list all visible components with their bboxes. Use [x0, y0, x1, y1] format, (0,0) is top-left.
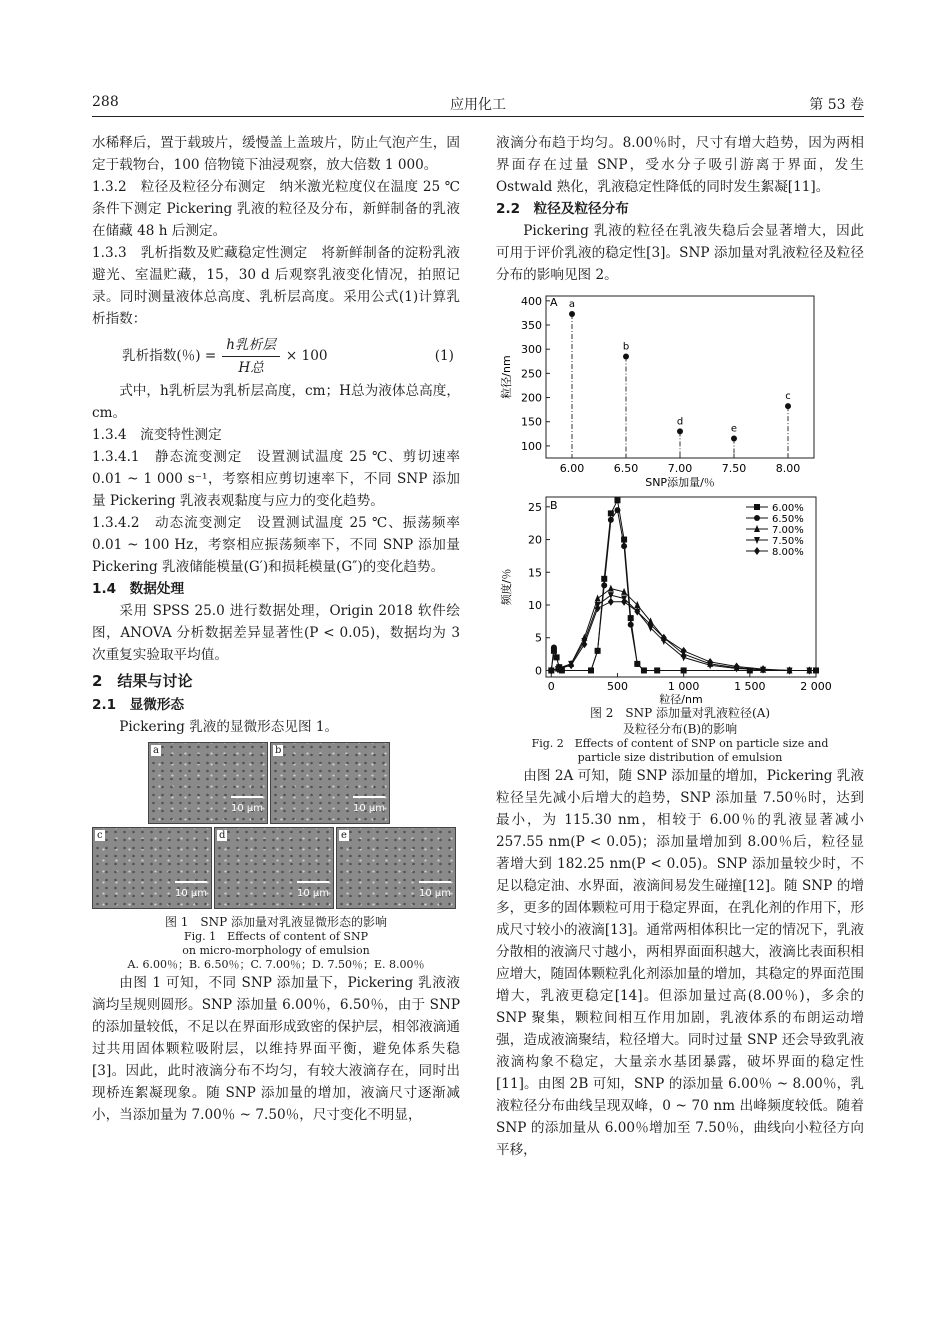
- section-1-3-3: [92, 242, 460, 330]
- x-tick-label: 2 000: [800, 680, 832, 693]
- data-point: [554, 654, 560, 660]
- legend-label: 7.50%: [772, 536, 804, 547]
- data-point: [641, 667, 647, 673]
- y-axis-label: 频度/％: [500, 568, 513, 606]
- panel-label: a: [153, 745, 159, 756]
- data-point: [595, 594, 601, 601]
- paragraph: 由图 1 可知，不同 SNP 添加量下，Pickering 乳液液滴均呈规则圆形。SNP 添加量 6.00％，6.50％，由于 SNP 的添加量较低，不足以在界面形成致密的保护层，相邻液滴通过共用固体颗粒吸附层，以维持界面平衡，避免体系失稳[3]。因此，此时液滴分布不均匀，有较大液滴存在，同时出现桥连絮凝现象。随 SNP 添加量的增加，液滴尺寸逐渐减小，当添加量为 7.00％ ~ 7.50％，尺寸变化不明显，: [92, 975, 460, 1123]
- x-tick-label: 7.00: [667, 462, 693, 475]
- paragraph: 水稀释后，置于载玻片，缓慢盖上盖玻片，防止气泡产生，固定于载物台，100 倍物镜下油浸观察，放大倍数 1 000。: [92, 135, 460, 173]
- paragraph: 液滴分布趋于均匀。8.00％时，尺寸有增大趋势，因为两相界面存在过量 SNP，受水分子吸引游离于界面，发生 Ostwald 熟化，乳液稳定性降低的同时发生絮凝[11]。: [496, 135, 864, 195]
- scale-bar: 10 μm: [231, 798, 263, 820]
- section-1-3-4-1: [92, 446, 460, 512]
- legend-marker: [754, 504, 760, 510]
- section-1-3-4-title: 1.3.4 流变特性测定: [92, 427, 222, 443]
- volume: 第 53 卷: [809, 97, 864, 113]
- micrograph-a: [148, 742, 268, 824]
- paragraph: 由图 2A 可知，随 SNP 添加量的增加，Pickering 乳液粒径呈先减小后增大的趋势，SNP 添加量 7.50％时，达到最小，为 115.30 nm，相较于 6.00％的乳液显著减小 257.55 nm(P < 0.05)；添加量增加到 8.00％后，粒径显著增大到 182.25 nm(P < 0.05)。SNP 添加量较少时，不足以稳定油、水界面，液滴间易发生碰撞[12]。随 SNP 的增多，更多的固体颗粒可用于稳定界面，在乳化剂的作用下，形成尺寸较小的液滴[13]。通常两相体积比一定的情况下，乳液分散相的液滴尺寸越小，两相界面面积越大，液滴比表面积相应增大，随固体颗粒乳化剂添加量的增加，其稳定的界面范围增大，乳液更稳定[14]。但添加量过高(8.00％)，多余的 SNP 聚集，颗粒间相互作用加剧，乳液体系的布朗运动增强，造成液滴聚结，粒径增大。同时过量 SNP 还会导致乳液液滴构象不稳定，大量亲水基团暴露，破坏界面的稳定性[11]。由图 2B 可知，SNP 的添加量 6.00％ ~ 8.00％，乳液粒径分布曲线呈现双峰，0 ~ 70 nm 出峰频度较低。随着 SNP 的添加量从 6.00％增加至 7.50％，曲线向小粒径方向平移，: [496, 768, 864, 1158]
- data-point: [785, 403, 791, 409]
- journal-name: 应用化工: [450, 97, 506, 113]
- figure-1-legend: A. 6.00％；B. 6.50％；C. 7.00％；D. 7.50％；E. 8.00％: [127, 958, 425, 971]
- data-point: [677, 428, 683, 434]
- section-title: 1.3.2 粒径及粒径分布测定: [92, 179, 266, 195]
- point-label: d: [676, 416, 684, 428]
- y-tick-label: 5: [535, 631, 542, 645]
- y-axis-label: 粒径/nm: [500, 355, 513, 399]
- section-title: 1.3.4.2 动态流变测定: [92, 515, 243, 531]
- point-label: a: [568, 298, 576, 310]
- x-tick-label: 7.50: [721, 462, 747, 475]
- y-tick-label: 400: [521, 294, 542, 308]
- section-2-title: 2 结果与讨论: [92, 672, 193, 690]
- right-column: [496, 132, 864, 1161]
- y-tick-label: 20: [528, 533, 542, 547]
- y-tick-label: 10: [528, 599, 542, 612]
- scale-bar: 10 μm: [419, 883, 451, 905]
- y-tick-label: 100: [521, 439, 542, 453]
- point-label: c: [785, 391, 791, 403]
- scale-bar: 10 μm: [297, 883, 329, 905]
- section-1-4-title: 1.4 数据处理: [92, 581, 185, 597]
- data-point: [621, 537, 627, 543]
- x-tick-label: 1 500: [734, 680, 766, 693]
- section-title: 1.3.4.1 静态流变测定: [92, 449, 243, 465]
- y-tick-label: 15: [528, 566, 542, 580]
- panel-label: B: [550, 499, 558, 512]
- series-line: [551, 595, 809, 670]
- data-point: [813, 667, 819, 673]
- y-tick-label: 250: [521, 367, 542, 381]
- data-point: [551, 645, 557, 651]
- x-axis-label: 粒径/nm: [659, 693, 703, 705]
- formula-note: 式中，h乳析层为乳析层高度，cm；H总为液体总高度，cm。: [92, 383, 460, 421]
- data-point: [588, 667, 594, 673]
- figure-1-caption-cn: 图 1 SNP 添加量对乳液显微形态的影响: [164, 915, 388, 929]
- micrograph-b: [270, 742, 390, 824]
- data-point: [608, 510, 614, 516]
- x-tick-label: 6.00: [559, 462, 585, 475]
- point-label: b: [622, 341, 630, 353]
- section-title: 1.3.3 乳析指数及贮藏稳定性测定: [92, 245, 308, 261]
- panel-label: b: [275, 745, 282, 756]
- equation-number: (1): [434, 348, 454, 364]
- section-text: 纳米激光粒度仪在温度 25 ℃ 条件下测定 Pickering 乳液的粒径及分布，新鲜制备的乳液在储藏 48 h 后测定。: [92, 179, 461, 239]
- x-tick-label: 8.00: [775, 462, 801, 475]
- data-point: [634, 661, 640, 667]
- formula-numerator: h乳析层: [222, 334, 280, 357]
- section-2-2-text: Pickering 乳液的粒径在乳液失稳后会显著增大，因此可用于评价乳液的稳定性[3]。SNP 添加量对乳液粒径及粒径分布的影响见图 2。: [496, 223, 864, 283]
- y-tick-label: 200: [521, 391, 542, 405]
- y-tick-label: 0: [535, 664, 542, 678]
- data-point: [608, 585, 614, 592]
- legend-label: 6.50%: [772, 514, 804, 525]
- data-point: [608, 598, 614, 606]
- data-point: [623, 353, 629, 359]
- data-point: [621, 598, 627, 606]
- data-point: [681, 647, 687, 655]
- formula-1: [122, 336, 460, 376]
- y-tick-label: 25: [528, 500, 542, 514]
- data-point: [681, 667, 687, 673]
- panel-label: e: [341, 830, 347, 841]
- data-point: [614, 497, 620, 503]
- series-line: [551, 602, 809, 671]
- section-text: 设置测试温度 25 ℃、剪切速率 0.01 ~ 1 000 s⁻¹，考察相应剪切速率下，不同 SNP 添加量 Pickering 乳液表观黏度与应力的变化趋势。: [92, 449, 461, 509]
- scale-bar: 10 μm: [353, 798, 385, 820]
- figure-1: [92, 742, 460, 912]
- figure-1-caption-en-1: Fig. 1 Effects of content of SNP: [183, 930, 368, 943]
- panel-label: c: [97, 830, 103, 841]
- y-tick-label: 350: [521, 319, 542, 333]
- panel-label: A: [550, 296, 558, 309]
- section-2-1-text: Pickering 乳液的显微形态见图 1。: [119, 719, 339, 735]
- data-point: [628, 622, 634, 628]
- figure-2-caption-en-1: Fig. 2 Effects of content of SNP on particle size and: [531, 737, 829, 750]
- section-1-3-2: [92, 176, 460, 242]
- figure-2-caption-cn-2: 及粒径分布(B)的影响: [622, 722, 738, 736]
- data-point: [621, 543, 627, 549]
- data-point: [731, 436, 737, 442]
- legend-label: 6.00%: [772, 503, 804, 514]
- x-tick-label: 0: [547, 680, 555, 693]
- data-point: [654, 667, 660, 673]
- formula-rhs: × 100: [285, 348, 328, 364]
- section-1-4-text: 采用 SPSS 25.0 进行数据处理，Origin 2018 软件绘图，ANOVA 分析数据差异显著性(P < 0.05)，数据均为 3 次重复实验取平均值。: [92, 603, 460, 663]
- point-label: e: [730, 423, 738, 435]
- y-tick-label: 150: [521, 415, 542, 429]
- figure-2-caption-cn-1: 图 2 SNP 添加量对乳液粒径(A): [589, 706, 771, 720]
- legend-label: 7.00%: [772, 525, 804, 536]
- chart-b: [496, 493, 864, 705]
- legend-label: 8.00%: [772, 547, 804, 558]
- data-point: [608, 517, 614, 523]
- section-text: 将新鲜制备的淀粉乳液避光、室温贮藏，15，30 d 后观察乳液变化情况，拍照记录。同时测量液体总高度、乳析层高度。采用公式(1)计算乳析指数：: [92, 245, 461, 327]
- legend-marker: [754, 547, 760, 555]
- formula-denominator: H总: [238, 359, 264, 376]
- figure-1-caption-en-2: on micro-morphology of emulsion: [182, 944, 370, 957]
- section-2-1-title: 2.1 显微形态: [92, 697, 185, 713]
- micrograph-c: [92, 827, 212, 909]
- formula-fraction: [222, 334, 280, 379]
- x-axis-label: SNP添加量/％: [645, 476, 715, 489]
- page-number: 288: [92, 94, 119, 110]
- x-tick-label: 6.50: [613, 462, 639, 475]
- data-point: [634, 601, 640, 608]
- legend-marker: [754, 515, 760, 521]
- data-point: [614, 507, 620, 513]
- section-text: 设置测试温度 25 ℃、振荡频率 0.01 ~ 100 Hz，考察相应振荡频率下，不同 SNP 添加量 Pickering 乳液储能模量(G′)和损耗模量(G″)的变化趋势。: [92, 515, 461, 575]
- data-point: [569, 311, 575, 317]
- left-column: [92, 132, 460, 1126]
- micrograph-e: [336, 827, 456, 909]
- data-point: [595, 648, 601, 654]
- section-2-2-title: 2.2 粒径及粒径分布: [496, 201, 629, 217]
- data-point: [601, 582, 607, 588]
- x-tick-label: 500: [606, 680, 628, 693]
- formula-lhs: 乳析指数(％) =: [122, 348, 217, 364]
- y-tick-label: 300: [521, 343, 542, 357]
- section-1-3-4-2: [92, 512, 460, 578]
- micrograph-d: [214, 827, 334, 909]
- figure-2-caption-en-2: particle size distribution of emulsion: [577, 751, 783, 764]
- x-tick-label: 1 000: [667, 680, 700, 693]
- panel-label: d: [219, 830, 226, 841]
- header-rule: [92, 116, 864, 117]
- chart-a: [496, 288, 864, 493]
- scale-bar: 10 μm: [175, 883, 207, 905]
